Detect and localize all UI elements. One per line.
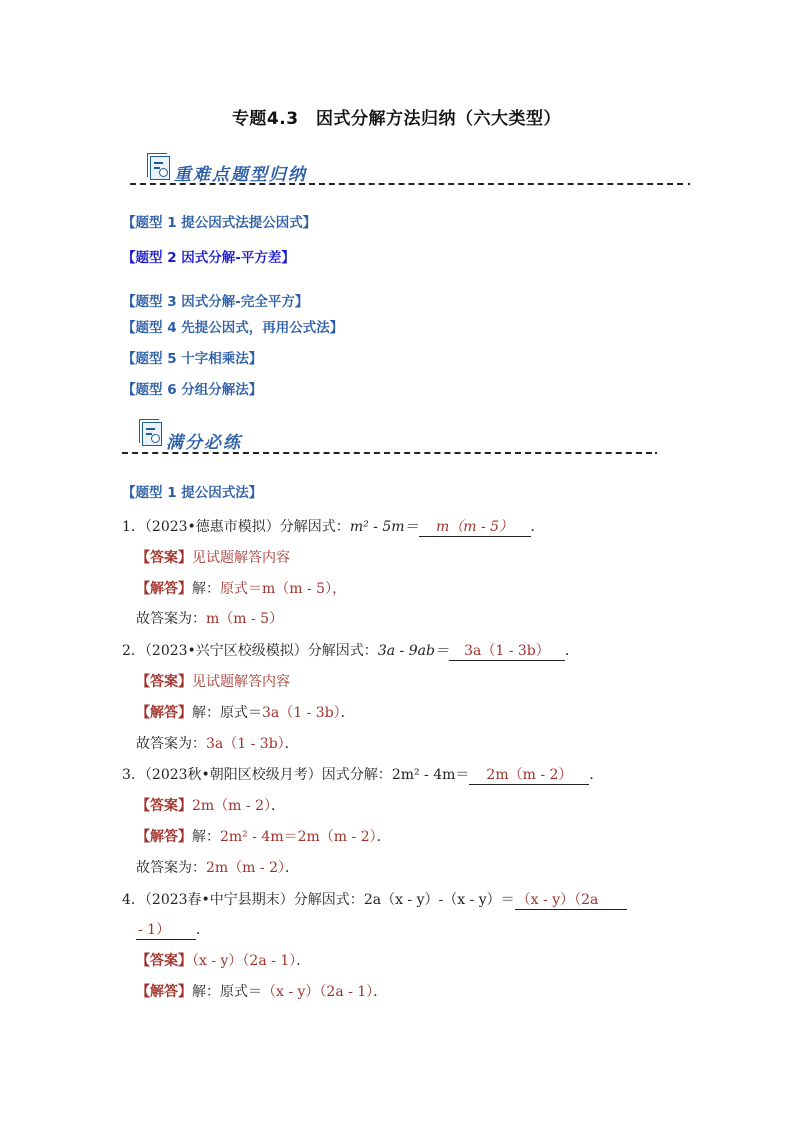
sentence-end: ． [589, 767, 604, 783]
problem-number: 3． [122, 767, 145, 783]
problem-2 [122, 640, 579, 661]
category-6: 【题型 6 分组分解法】 [122, 382, 263, 398]
problem-source: （2023春•中宁县期末）分解因式： [144, 892, 364, 908]
practice-heading: 【题型 1 提公因式法】 [122, 485, 263, 501]
problem-expression: m² - 5m＝ [349, 519, 419, 535]
category-5: 【题型 5 十字相乘法】 [122, 351, 263, 367]
problem-expression: 2a（x - y）-（x - y）＝ [363, 892, 515, 908]
sentence-end: ． [376, 829, 391, 845]
final-prefix: 故答案为： [136, 736, 206, 752]
final-answer-line [136, 608, 283, 628]
answer-blank: 3a（1 - 3b） [449, 640, 565, 661]
answer-blank: m（m - 5） [419, 516, 531, 537]
answer-blank: 2m（m - 2） [469, 764, 589, 785]
answer-blank: （x - y）（2a [515, 889, 627, 910]
solution-text: 3a（1 - 3b） [262, 705, 341, 721]
section-divider [122, 452, 652, 454]
problem-4 [122, 889, 627, 910]
solution-text: 2m² - 4m＝2m（m - 2） [220, 829, 377, 845]
final-prefix: 故答案为： [136, 611, 206, 627]
solution-prefix: 原式＝ [220, 984, 262, 1000]
sentence-end: ． [564, 643, 579, 659]
problem-4-continued [136, 919, 210, 940]
sentence-end: ． [271, 798, 285, 814]
answer-text: 见试题解答内容 [192, 674, 290, 690]
solution-label: 【解答】 [136, 581, 192, 597]
solution-label: 【解答】 [136, 984, 192, 1000]
solution-jie: 解： [192, 705, 220, 721]
answer-blank-continued: - 1） [136, 919, 196, 940]
answer-line [136, 547, 290, 567]
solution-line [136, 826, 391, 846]
section-title-practice: 满分必练 [166, 433, 242, 453]
category-1: 【题型 1 提公因式法提公因式】 [122, 215, 317, 231]
solution-jie: 解： [192, 581, 220, 597]
solution-label: 【解答】 [136, 705, 192, 721]
answer-text: 见试题解答内容 [192, 550, 290, 566]
sentence-end: ． [284, 736, 299, 752]
answer-line [136, 795, 285, 815]
problem-3 [122, 764, 603, 785]
problem-number: 1． [122, 519, 145, 535]
answer-line [136, 671, 290, 691]
category-3: 【题型 3 因式分解-完全平方】 [122, 294, 309, 310]
problem-number: 4． [122, 892, 145, 908]
sentence-end: ． [340, 705, 355, 721]
document-icon [142, 422, 162, 446]
solution-text: 原式＝m（m - 5）， [220, 581, 347, 597]
problem-expression: 3a - 9ab＝ [377, 643, 449, 659]
problem-source: （2023•德惠市模拟）分解因式： [144, 519, 350, 535]
solution-jie: 解： [192, 984, 220, 1000]
answer-text: 2m（m - 2） [192, 798, 271, 814]
problem-source: （2023秋•朝阳区校级月考）因式分解： [144, 767, 392, 783]
problem-number: 2． [122, 643, 145, 659]
final-answer: 3a（1 - 3b） [206, 736, 285, 752]
solution-label: 【解答】 [136, 829, 192, 845]
document-icon [150, 156, 170, 180]
category-4: 【题型 4 先提公因式，再用公式法】 [122, 320, 344, 336]
sentence-end: ． [296, 953, 311, 969]
sentence-end: ． [285, 860, 299, 876]
problem-1 [122, 516, 545, 537]
sentence-end: ． [196, 922, 210, 938]
answer-label: 【答案】 [136, 550, 192, 566]
final-answer: m（m - 5） [206, 611, 284, 627]
final-prefix: 故答案为： [136, 860, 206, 876]
problem-source: （2023•兴宁区校级模拟）分解因式： [144, 643, 378, 659]
solution-line [136, 578, 346, 598]
solution-line [136, 702, 355, 722]
solution-line [136, 981, 387, 1001]
answer-label: 【答案】 [136, 953, 192, 969]
final-answer-line [136, 857, 299, 877]
solution-text: （x - y）（2a - 1） [262, 984, 374, 1000]
section-title-summary: 重难点题型归纳 [174, 165, 307, 185]
divider-dot [655, 452, 657, 454]
solution-jie: 解： [192, 829, 220, 845]
sentence-end: ． [373, 984, 388, 1000]
answer-label: 【答案】 [136, 674, 192, 690]
problem-expression: 2m² - 4m＝ [391, 767, 470, 783]
final-answer-line [136, 733, 299, 753]
solution-prefix: 原式＝ [220, 705, 262, 721]
page-title: 专题4.3 因式分解方法归纳（六大类型） [231, 109, 562, 129]
section-divider [130, 183, 683, 185]
sentence-end: ． [530, 519, 545, 535]
answer-text: （x - y）（2a - 1） [192, 953, 297, 969]
answer-label: 【答案】 [136, 798, 192, 814]
answer-line [136, 950, 310, 970]
divider-dot [688, 183, 690, 185]
final-answer: 2m（m - 2） [206, 860, 285, 876]
category-2: 【题型 2 因式分解-平方差】 [122, 250, 295, 266]
